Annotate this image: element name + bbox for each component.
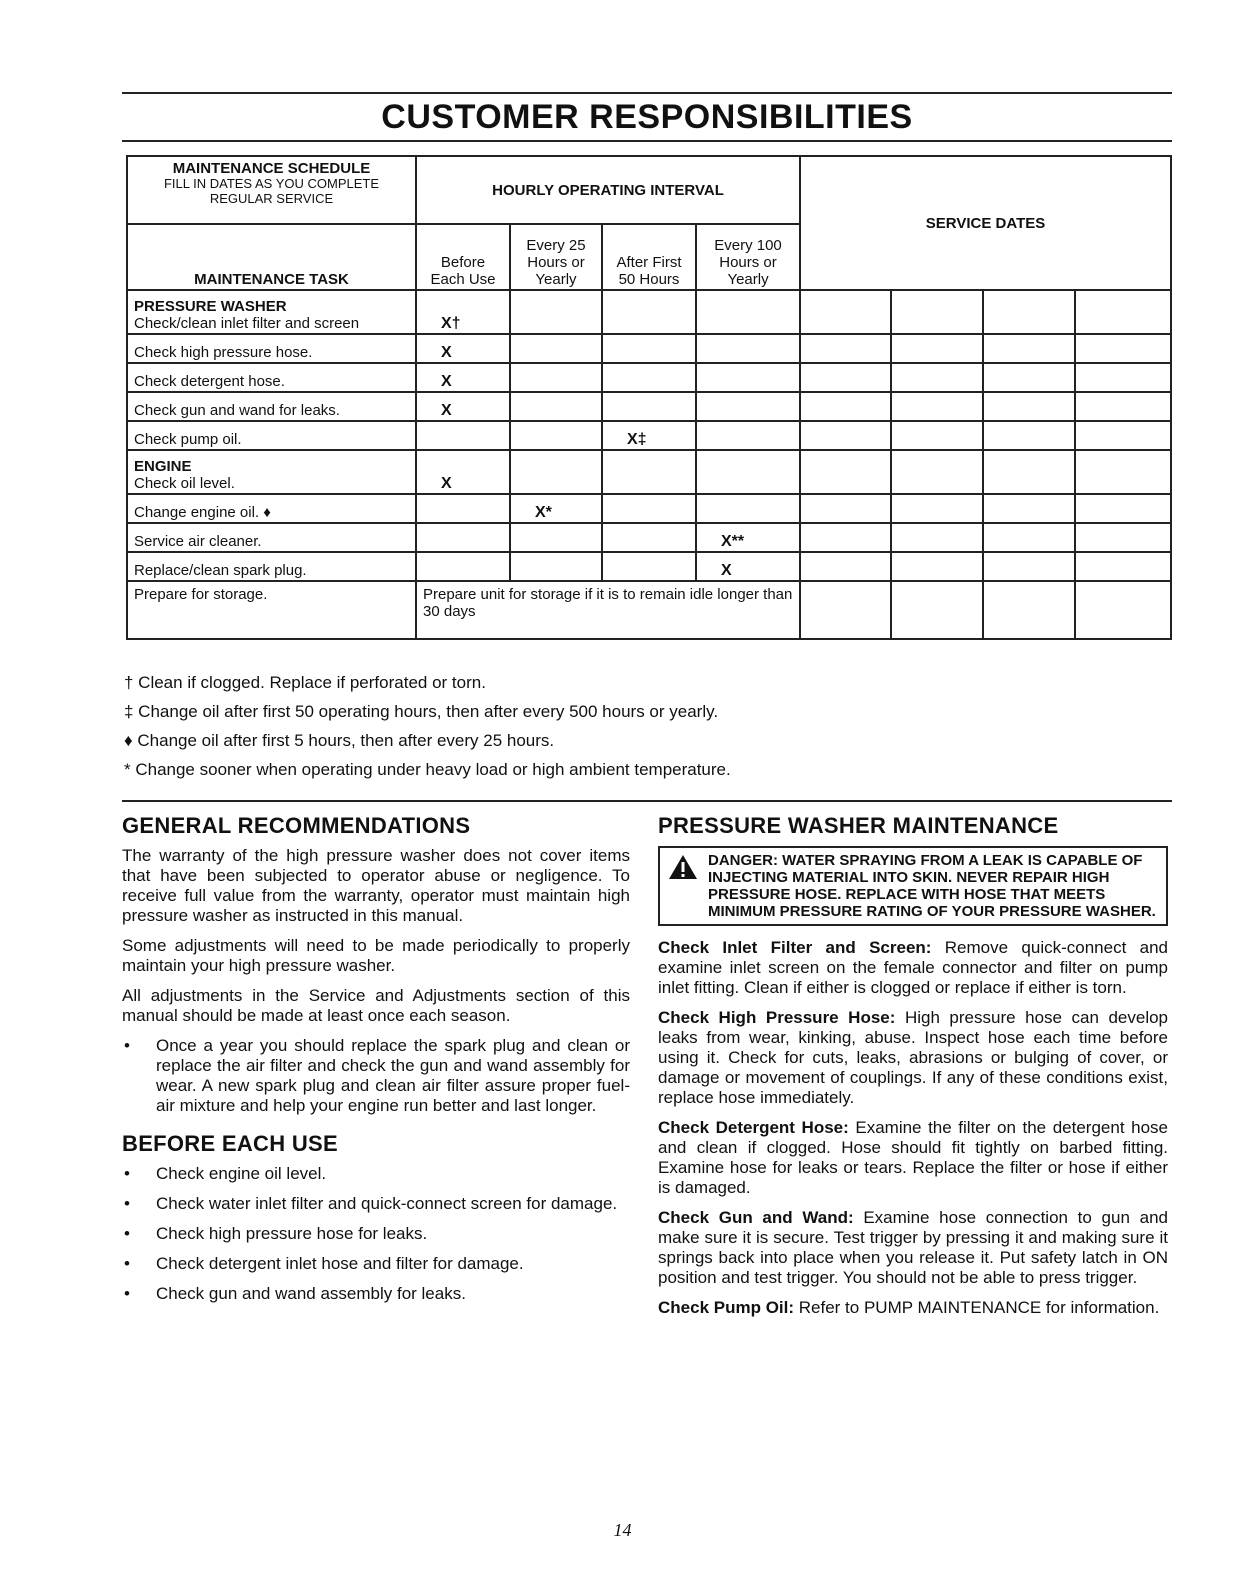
task-cell [127,392,416,421]
service-date-cell[interactable] [1075,581,1171,639]
footnote: ‡ Change oil after first 50 operating hours, then after every 500 hours or yearly. [124,702,719,721]
interval-mark [416,421,510,450]
task-cell [127,421,416,450]
col-header: Before Each Use [416,224,510,290]
maintenance-text: Refer to PUMP MAINTENANCE for information. [794,1298,1160,1317]
service-date-cell[interactable] [800,334,891,363]
list-item [122,1284,630,1304]
service-date-cell[interactable] [1075,363,1171,392]
table-row [127,494,1171,523]
list-item [122,1254,630,1274]
table-row [127,450,1171,494]
service-dates-header: SERVICE DATES [800,156,1171,290]
maintenance-paragraph [658,1298,1168,1318]
table-row [127,334,1171,363]
maintenance-lead: Check Inlet Filter and Screen: [658,938,932,957]
service-date-cell[interactable] [1075,421,1171,450]
service-date-cell[interactable] [983,450,1075,494]
service-date-cell[interactable] [983,392,1075,421]
service-date-cell[interactable] [1075,450,1171,494]
task-label: Check high pressure hose. [134,344,313,361]
service-date-cell[interactable] [983,494,1075,523]
service-date-cell[interactable] [983,363,1075,392]
left-column [122,813,630,1314]
interval-mark [416,552,510,581]
table-row [127,290,1171,334]
general-list [122,1036,630,1116]
maintenance-text: Remove quick-connect and examine inlet screen on the female connector and filter on pump inlet fitting. Clean if either is clogged or replace if either is torn. [658,938,1168,997]
interval-mark: X† [416,290,510,334]
col-header: Every 25 Hours or Yearly [510,224,602,290]
service-date-cell[interactable] [800,494,891,523]
service-date-cell[interactable] [891,450,983,494]
footnote: ♦ Change oil after first 5 hours, then after every 25 hours. [124,731,555,750]
col-header: Every 100 Hours or Yearly [696,224,800,290]
interval-mark [510,523,602,552]
service-date-cell[interactable] [800,421,891,450]
interval-mark: X [696,552,800,581]
maintenance-paragraph [658,1008,1168,1108]
service-date-cell[interactable] [983,552,1075,581]
footnote: * Change sooner when operating under heavy load or high ambient temperature. [124,760,731,779]
general-heading: GENERAL RECOMMENDATIONS [122,813,471,838]
interval-mark [510,421,602,450]
list-item-text: Check gun and wand assembly for leaks. [156,1284,466,1303]
task-cell [127,290,416,334]
interval-mark [510,363,602,392]
top-rule [122,92,1172,94]
bullet-icon: • [124,1036,130,1055]
list-item [122,1194,630,1214]
before-use-list [122,1164,630,1304]
service-date-cell[interactable] [800,290,891,334]
task-cell [127,363,416,392]
interval-mark [602,494,696,523]
maintenance-lead: Check Detergent Hose: [658,1118,849,1137]
service-date-cell[interactable] [891,552,983,581]
danger-box [658,846,1168,926]
storage-task: Prepare for storage. [127,581,416,639]
table-row [127,552,1171,581]
interval-mark [602,523,696,552]
task-cell [127,334,416,363]
interval-mark [510,392,602,421]
service-date-cell[interactable] [983,290,1075,334]
service-date-cell[interactable] [983,421,1075,450]
interval-mark: X [416,450,510,494]
section-rule [122,800,1172,802]
interval-mark [696,363,800,392]
maintenance-text: Examine the filter on the detergent hose and clean if clogged. Hose should fit tightly on barbed fitting. Examine hose for leaks or tears. Replace the filter or hose if either is damaged. [658,1118,1168,1197]
schedule-header-sub: FILL IN DATES AS YOU COMPLETE REGULAR SERVICE [163,176,380,206]
maintenance-paragraph [658,1118,1168,1198]
maintenance-lead: Check High Pressure Hose: [658,1008,896,1027]
storage-note: Prepare unit for storage if it is to remain idle longer than 30 days [416,581,800,639]
col-header: After First 50 Hours [602,224,696,290]
interval-mark: X‡ [602,421,696,450]
interval-mark [696,334,800,363]
task-label: Check gun and wand for leaks. [134,402,340,419]
interval-mark [602,450,696,494]
service-date-cell[interactable] [1075,392,1171,421]
maintenance-text: Examine hose connection to gun and make sure it is secure. Test trigger by pressing it and making sure it springs back into place when you release it. Put safety latch in ON position and test trigger. You should not be able to press trigger. [658,1208,1168,1287]
interval-mark [602,334,696,363]
task-label: Replace/clean spark plug. [134,562,307,579]
task-cell [127,450,416,494]
interval-mark [510,290,602,334]
interval-mark [416,494,510,523]
maintenance-lead: Check Gun and Wand: [658,1208,854,1227]
service-date-cell[interactable] [891,334,983,363]
interval-mark: X* [510,494,602,523]
table-row [127,363,1171,392]
table-row [127,523,1171,552]
interval-mark [696,450,800,494]
section-label: ENGINE [134,458,192,475]
service-date-cell[interactable] [983,581,1075,639]
service-date-cell[interactable] [891,494,983,523]
danger-text: DANGER: WATER SPRAYING FROM A LEAK IS CAPABLE OF INJECTING MATERIAL INTO SKIN. NEVER REPAIR HIGH PRESSURE HOSE. REPLACE WITH HOSE THAT MEETS MINIMUM PRESSURE RATING OF YOUR PRESSURE WASHER. [708,852,1156,920]
task-label: Check oil level. [134,475,235,492]
interval-mark: X** [696,523,800,552]
interval-mark [602,552,696,581]
list-item-text: Check water inlet filter and quick-connect screen for damage. [156,1194,618,1213]
maintenance-lead: Check Pump Oil: [658,1298,795,1317]
page-number: 14 [613,1520,632,1540]
interval-mark [416,523,510,552]
service-date-cell[interactable] [1075,334,1171,363]
interval-mark [602,363,696,392]
service-date-cell[interactable] [800,581,891,639]
task-cell [127,523,416,552]
service-date-cell[interactable] [800,523,891,552]
general-paragraph: The warranty of the high pressure washer does not cover items that have been subjected to operator abuse or negligence. To receive full value from the warranty, operator must maintain high pressure washer as instructed in this manual. [122,846,630,925]
list-item [122,1036,630,1116]
before-use-heading: BEFORE EACH USE [122,1131,338,1156]
page-title: CUSTOMER RESPONSIBILITIES [381,98,913,136]
schedule-header [127,156,416,224]
task-cell [127,552,416,581]
list-item [122,1224,630,1244]
list-item-text: Check high pressure hose for leaks. [156,1224,428,1243]
service-date-cell[interactable] [891,421,983,450]
service-date-cell[interactable] [800,392,891,421]
footnotes [124,668,731,784]
bullet-icon: • [124,1194,130,1213]
task-label: Check pump oil. [134,431,242,448]
service-date-cell[interactable] [800,363,891,392]
service-date-cell[interactable] [800,450,891,494]
bullet-icon: • [124,1224,130,1243]
table-row [127,421,1171,450]
footnote: † Clean if clogged. Replace if perforated or torn. [124,673,486,692]
bullet-icon: • [124,1284,130,1303]
service-date-cell[interactable] [891,363,983,392]
service-date-cell[interactable] [891,290,983,334]
general-paragraph: Some adjustments will need to be made periodically to properly maintain your high pressure washer. [122,936,630,975]
interval-mark [510,334,602,363]
interval-mark [510,552,602,581]
right-column [658,813,1169,1328]
service-date-cell[interactable] [1075,494,1171,523]
bullet-icon: • [124,1164,130,1183]
interval-mark [510,450,602,494]
interval-mark: X [416,334,510,363]
task-header: MAINTENANCE TASK [127,224,416,290]
service-date-cell[interactable] [891,581,983,639]
list-item-text: Check engine oil level. [156,1164,327,1183]
interval-mark [696,421,800,450]
maintenance-paragraph [658,938,1168,998]
maintenance-text: High pressure hose can develop leaks from wear, kinking, abuse. Inspect hose each time before using it. Check for cuts, leaks, abrasions or bulging of cover, or damage or movement of couplings. If any of these conditions exist, replace hose immediately. [658,1008,1169,1107]
task-label: Service air cleaner. [134,533,262,550]
interval-mark [696,290,800,334]
general-paragraph: All adjustments in the Service and Adjustments section of this manual should be made at least once each season. [122,986,630,1025]
task-label: Check/clean inlet filter and screen [134,315,360,332]
interval-header: HOURLY OPERATING INTERVAL [416,156,800,224]
title-rule [122,140,1172,142]
interval-mark [696,392,800,421]
maintenance-schedule-table [126,155,1172,640]
bullet-icon: • [124,1254,130,1273]
interval-mark [696,494,800,523]
list-item-text: Check detergent inlet hose and filter for damage. [156,1254,524,1273]
service-date-cell[interactable] [1075,290,1171,334]
service-date-cell[interactable] [1075,523,1171,552]
service-date-cell[interactable] [891,523,983,552]
schedule-header-main: MAINTENANCE SCHEDULE [172,160,371,177]
warning-triangle-icon [668,854,698,880]
washer-maintenance-heading: PRESSURE WASHER MAINTENANCE [658,813,1059,838]
maintenance-paragraph [658,1208,1168,1288]
service-date-cell[interactable] [983,334,1075,363]
task-label: Check detergent hose. [134,373,285,390]
table-row [127,392,1171,421]
service-date-cell[interactable] [983,523,1075,552]
service-date-cell[interactable] [891,392,983,421]
interval-mark [602,290,696,334]
interval-mark: X [416,363,510,392]
service-date-cell[interactable] [1075,552,1171,581]
interval-mark [602,392,696,421]
task-cell [127,494,416,523]
task-label: Change engine oil. ♦ [134,504,271,521]
list-item-text: Once a year you should replace the spark plug and clean or replace the air filter and check the gun and wand assembly for wear. A new spark plug and clean air filter assure proper fuel-air mixture and help your engine run better and last longer. [156,1036,630,1115]
service-date-cell[interactable] [800,552,891,581]
interval-mark: X [416,392,510,421]
list-item [122,1164,630,1184]
section-label: PRESSURE WASHER [134,298,287,315]
